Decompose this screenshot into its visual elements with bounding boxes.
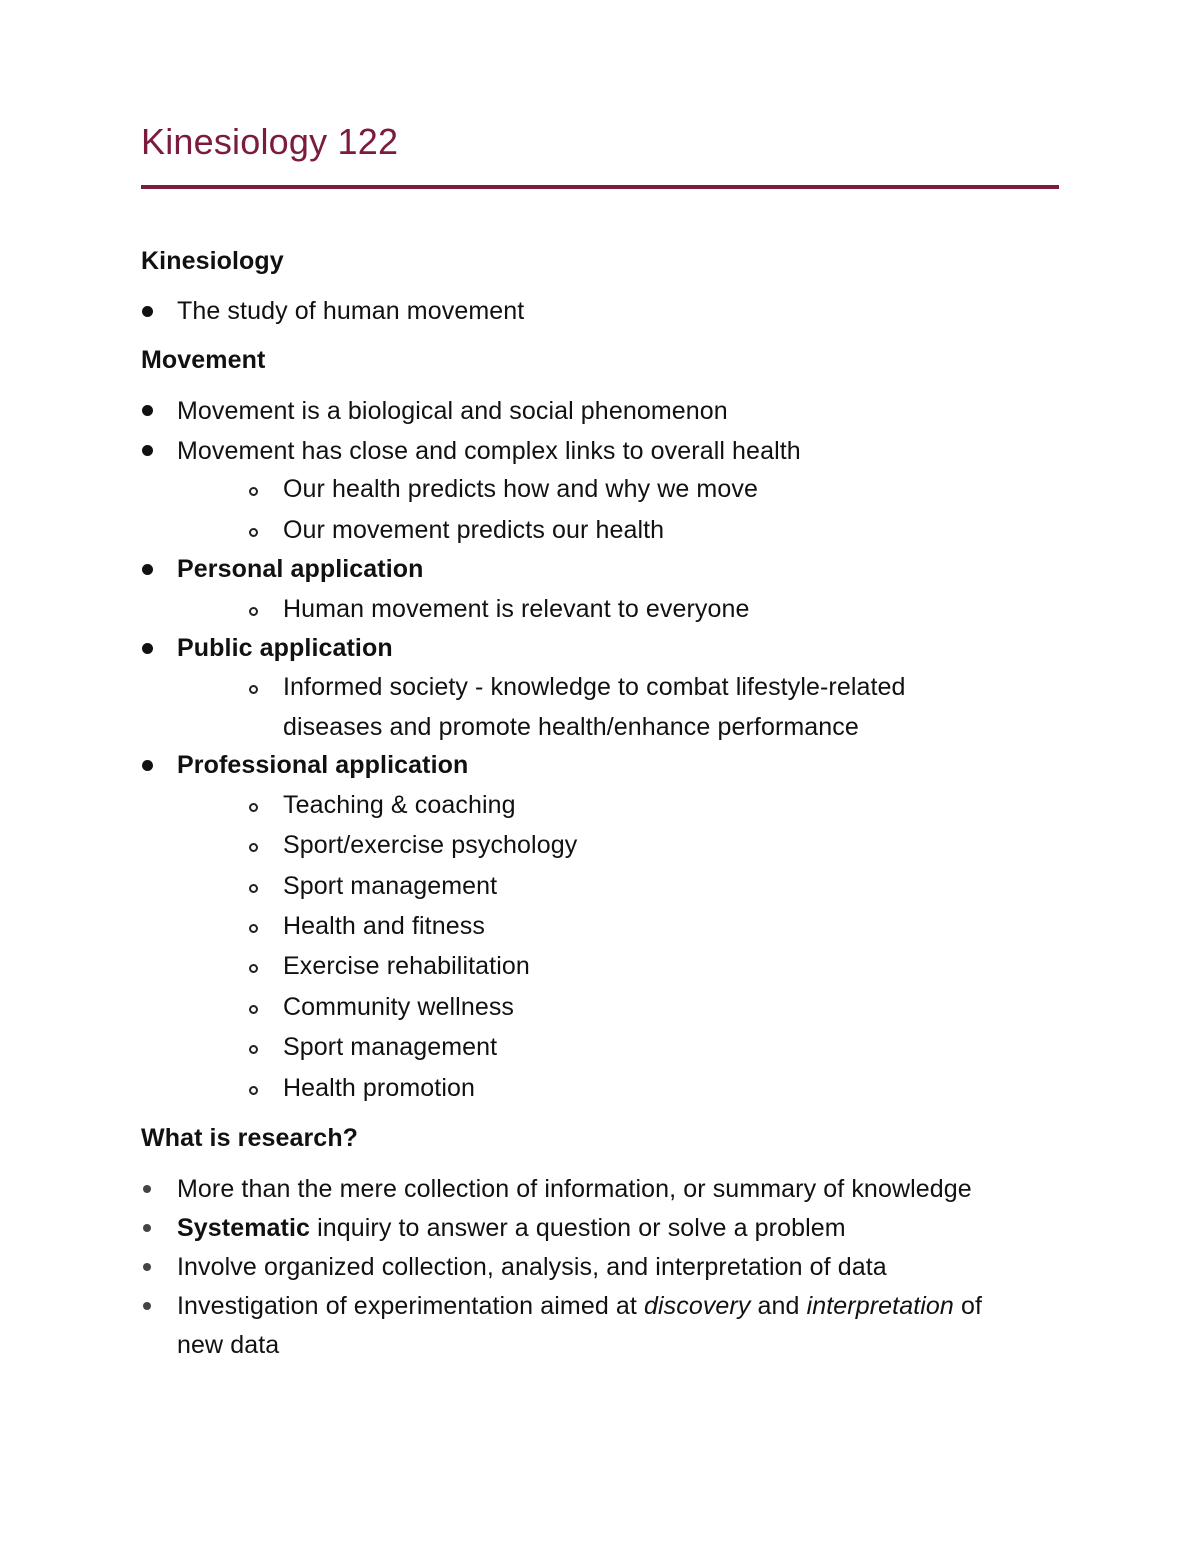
hollow-bullet-icon (249, 964, 258, 973)
list-item-personal-application: Personal application (177, 555, 424, 583)
hollow-bullet-icon (249, 607, 258, 616)
bullet-icon (142, 445, 153, 456)
sub-list-item: Sport management (283, 1033, 498, 1061)
list-item-text: Investigation of experimentation aimed at (177, 1292, 644, 1320)
list-item-continuation: new data (177, 1331, 280, 1359)
bullet-icon (143, 1263, 151, 1271)
bullet-icon (143, 1224, 151, 1232)
list-item (177, 1291, 982, 1321)
list-item-text: and (750, 1292, 807, 1320)
bullet-icon (142, 643, 153, 654)
list-item-text: inquiry to answer a question or solve a problem (310, 1214, 846, 1242)
bullet-icon (142, 306, 153, 317)
sub-list-item: Health promotion (283, 1074, 475, 1102)
hollow-bullet-icon (249, 685, 258, 694)
sub-list-item: Informed society - knowledge to combat lifestyle-related (283, 673, 906, 701)
hollow-bullet-icon (249, 1005, 258, 1014)
hollow-bullet-icon (249, 843, 258, 852)
hollow-bullet-icon (249, 924, 258, 933)
document-title: Kinesiology 122 (141, 121, 399, 162)
list-item: More than the mere collection of information, or summary of knowledge (177, 1175, 972, 1203)
list-item (177, 1213, 846, 1243)
sub-list-item-continuation: diseases and promote health/enhance performance (283, 713, 859, 741)
bullet-icon (142, 564, 153, 575)
bullet-icon (142, 405, 153, 416)
bullet-icon (143, 1185, 151, 1193)
hollow-bullet-icon (249, 803, 258, 812)
sub-list-item: Sport management (283, 872, 498, 900)
bullet-icon (143, 1302, 151, 1310)
hollow-bullet-icon (249, 1086, 258, 1095)
sub-list-item: Teaching & coaching (283, 791, 516, 819)
list-item-text: of (953, 1292, 983, 1320)
sub-list-item: Human movement is relevant to everyone (283, 595, 750, 623)
list-item-public-application: Public application (177, 634, 393, 662)
sub-list-item: Our movement predicts our health (283, 516, 665, 544)
sub-list-item: Health and fitness (283, 912, 485, 940)
sub-list-item: Exercise rehabilitation (283, 952, 530, 980)
sub-list-item: Community wellness (283, 993, 515, 1021)
emphasis-text: Systematic (177, 1214, 311, 1242)
hollow-bullet-icon (249, 884, 258, 893)
list-item-professional-application: Professional application (177, 751, 469, 779)
sub-list-item: Our health predicts how and why we move (283, 475, 758, 503)
list-item: The study of human movement (177, 297, 525, 325)
list-item: Movement is a biological and social phenomenon (177, 397, 728, 425)
list-item: Movement has close and complex links to overall health (177, 437, 801, 465)
hollow-bullet-icon (249, 487, 258, 496)
heading-research: What is research? (141, 1124, 359, 1152)
hollow-bullet-icon (249, 528, 258, 537)
italic-text: interpretation (806, 1292, 954, 1320)
italic-text: discovery (643, 1292, 751, 1320)
list-item: Involve organized collection, analysis, and interpretation of data (177, 1253, 887, 1281)
sub-list-item: Sport/exercise psychology (283, 831, 578, 859)
bullet-icon (142, 760, 153, 771)
title-rule (141, 185, 1059, 189)
heading-kinesiology: Kinesiology (141, 247, 284, 275)
heading-movement: Movement (141, 346, 266, 374)
hollow-bullet-icon (249, 1045, 258, 1054)
